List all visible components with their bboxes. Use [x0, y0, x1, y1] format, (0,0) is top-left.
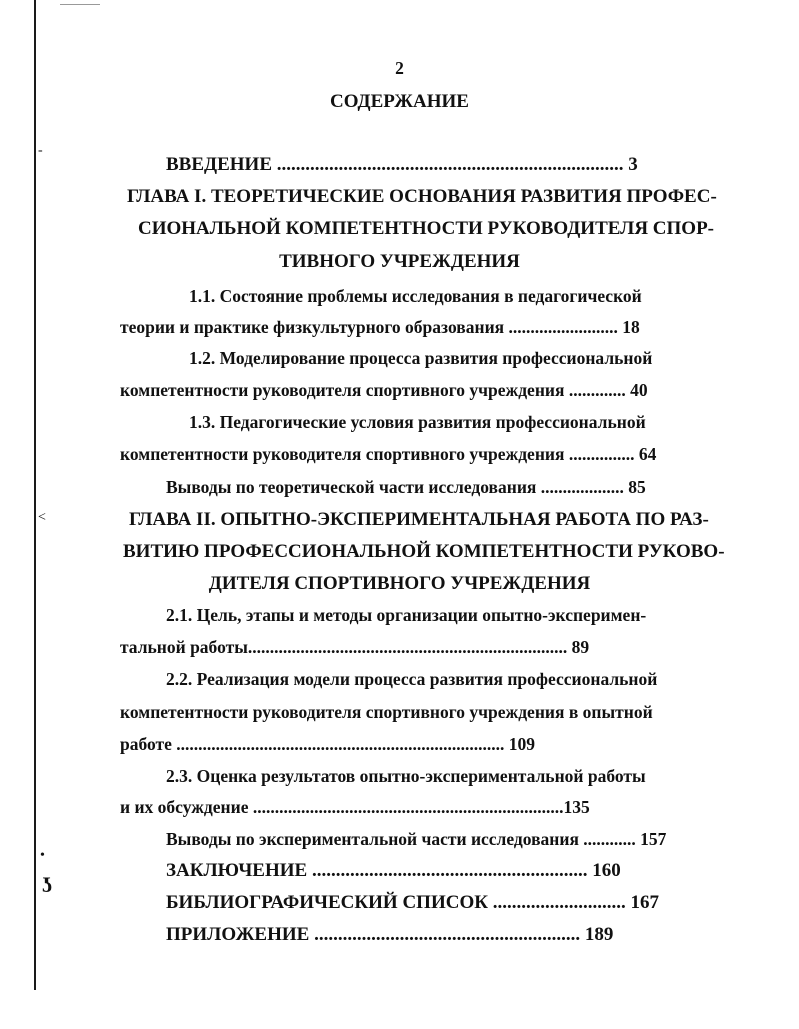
scan-top-dash [60, 4, 100, 5]
toc-chapter2-line1: ГЛАВА II. ОПЫТНО-ЭКСПЕРИМЕНТАЛЬНАЯ РАБОТА ПО РАЗ- [129, 509, 709, 530]
toc-conclusion: ЗАКЛЮЧЕНИЕ .......................................................... 160 [166, 860, 621, 881]
toc-chapter1-line2: СИОНАЛЬНОЙ КОМПЕТЕНТНОСТИ РУКОВОДИТЕЛЯ СПОР- [138, 218, 715, 239]
toc-1-3-line2: компетентности руководителя спортивного учреждения ............... 64 [120, 444, 657, 464]
toc-2-1-line1: 2.1. Цель, этапы и методы организации опытно-эксперимен- [166, 605, 647, 625]
scan-border-line [34, 0, 36, 990]
toc-chapter1-line1: ГЛАВА I. ТЕОРЕТИЧЕСКИЕ ОСНОВАНИЯ РАЗВИТИЯ ПРОФЕС- [127, 186, 717, 207]
toc-1-3-line1: 1.3. Педагогические условия развития профессиональной [189, 412, 646, 432]
toc-2-2-line2: компетентности руководителя спортивного учреждения в опытной [120, 702, 653, 722]
page-number: 2 [395, 58, 404, 78]
scan-mark: - [38, 143, 43, 158]
toc-2-2-line1: 2.2. Реализация модели процесса развития профессиональной [166, 669, 658, 689]
toc-chapter2-line3: ДИТЕЛЯ СПОРТИВНОГО УЧРЕЖДЕНИЯ [208, 573, 591, 594]
toc-2-3-line2: и их обсуждение .......................................................................135 [120, 797, 590, 817]
toc-1-2-line2: компетентности руководителя спортивного учреждения ............. 40 [120, 380, 648, 400]
toc-conclusions-2: Выводы по экспериментальной части исследования ............ 157 [166, 829, 667, 849]
scan-mark: • [40, 848, 45, 863]
toc-1-2-line1: 1.2. Моделирование процесса развития профессиональной [189, 348, 653, 368]
toc-bibliography: БИБЛИОГРАФИЧЕСКИЙ СПИСОК ............................ 167 [166, 892, 660, 913]
toc-2-1-line2: тальной работы......................................................................... 89 [120, 637, 590, 657]
toc-2-2-line3: работе ........................................................................... 109 [120, 734, 536, 754]
toc-chapter1-line3: ТИВНОГО УЧРЕЖДЕНИЯ [279, 251, 520, 272]
scan-mark: < [38, 510, 46, 525]
toc-1-1-line2: теории и практике физкультурного образования ......................... 18 [120, 317, 640, 337]
toc-conclusions-1: Выводы по теоретической части исследования ................... 85 [166, 477, 646, 497]
page-title: СОДЕРЖАНИЕ [330, 91, 469, 112]
toc-appendix: ПРИЛОЖЕНИЕ ........................................................ 189 [166, 924, 614, 945]
toc-2-3-line1: 2.3. Оценка результатов опытно-экспериментальной работы [166, 766, 646, 786]
toc-chapter2-line2: ВИТИЮ ПРОФЕССИОНАЛЬНОЙ КОМПЕТЕНТНОСТИ РУКОВО- [123, 541, 725, 562]
scan-mark: ʖ [42, 872, 52, 897]
toc-intro: ВВЕДЕНИЕ ......................................................................... 3 [166, 154, 638, 175]
toc-1-1-line1: 1.1. Состояние проблемы исследования в педагогической [189, 286, 642, 306]
